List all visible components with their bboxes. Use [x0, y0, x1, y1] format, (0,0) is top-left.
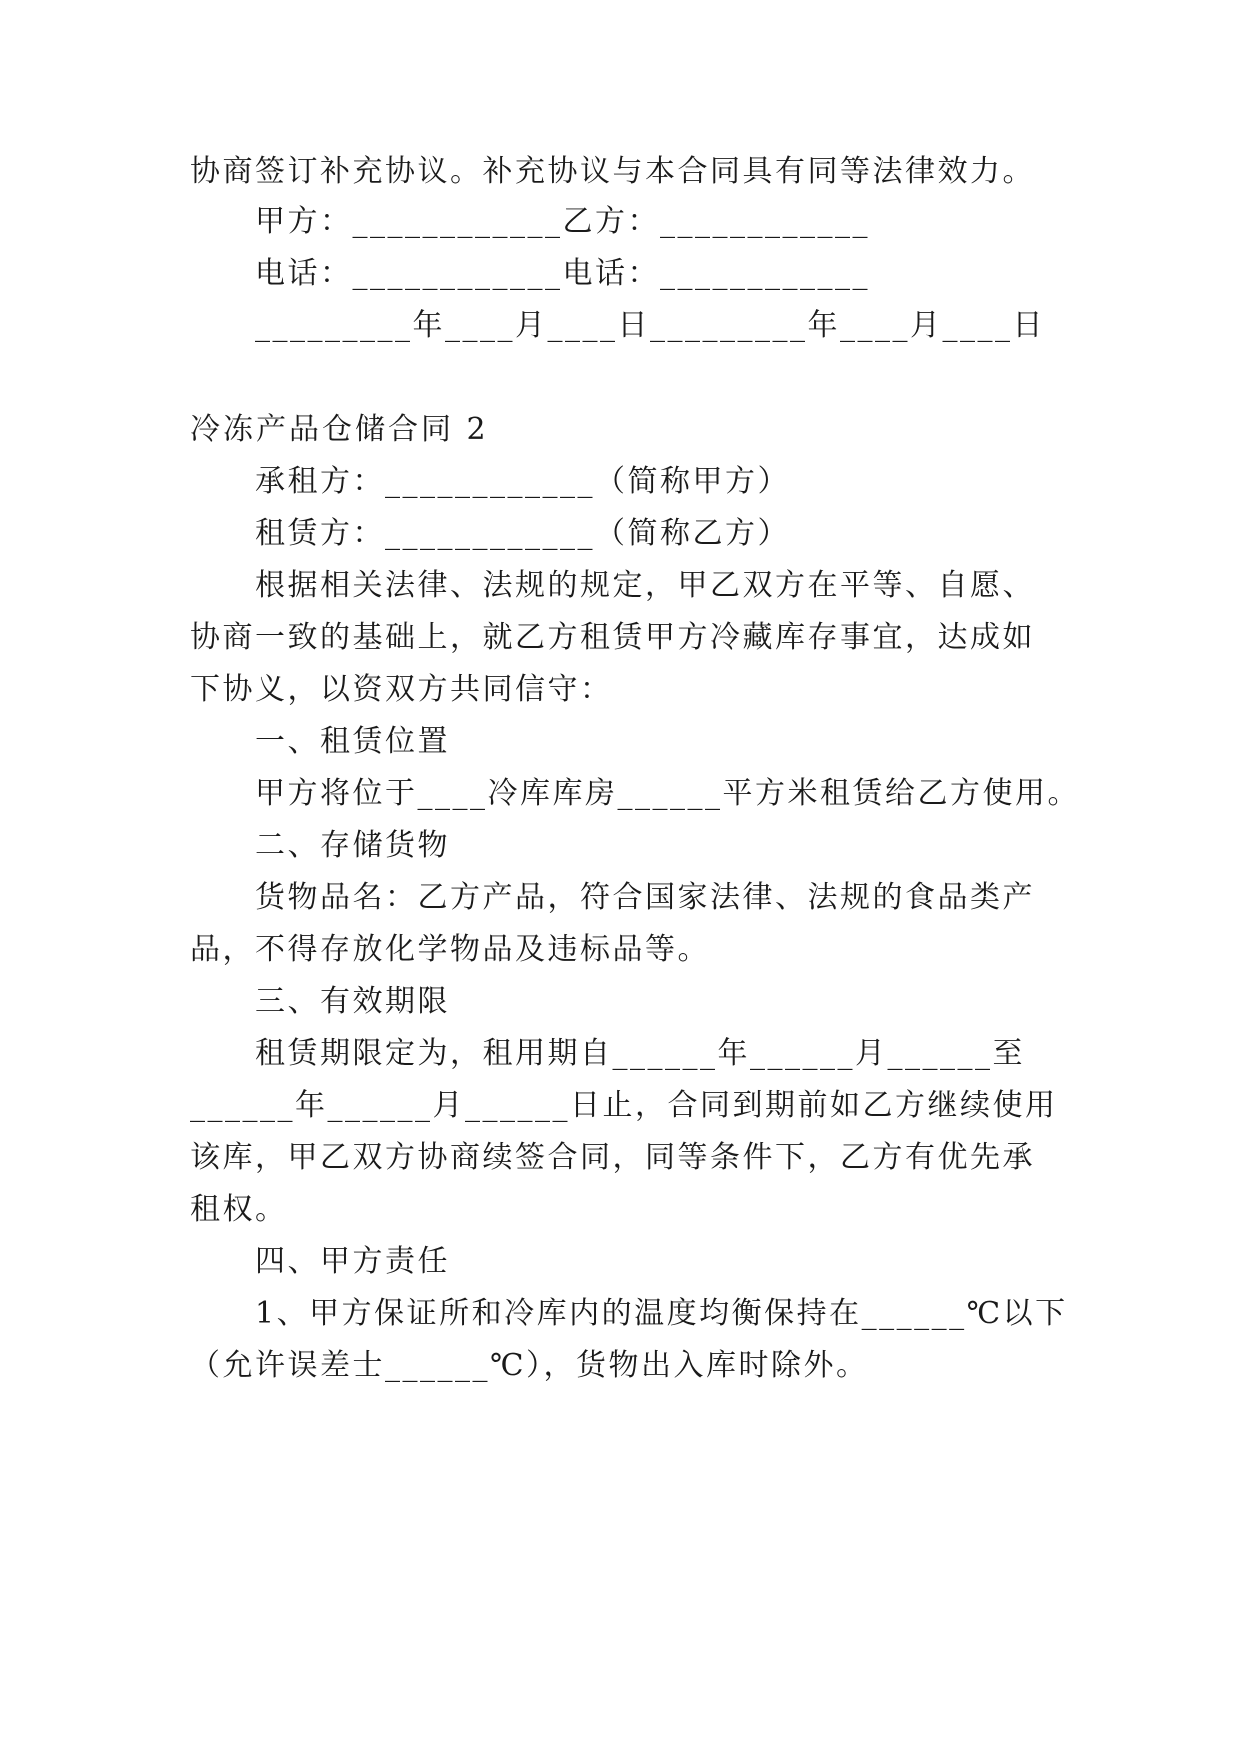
paragraph-line: 该库，甲乙双方协商续签合同，同等条件下，乙方有优先承: [190, 1140, 1035, 1175]
signature-party-line: 甲方：____________乙方：____________: [255, 204, 870, 239]
paragraph-line: 品，不得存放化学物品及违标品等。: [190, 932, 710, 967]
paragraph-line: ______年______月______日止，合同到期前如乙方继续使用: [190, 1088, 1058, 1123]
paragraph-line: （允许误差士______℃），货物出入库时除外。: [190, 1348, 869, 1383]
signature-date-line: _________年____月____日_________年____月____日: [255, 308, 1045, 343]
section-heading: 二、存储货物: [255, 828, 450, 863]
lessor-line: 租赁方：____________（简称乙方）: [255, 516, 790, 551]
section-heading: 一、租赁位置: [255, 724, 450, 759]
paragraph-line: 甲方将位于____冷库库房______平方米租赁给乙方使用。: [255, 776, 1080, 811]
text-line: 协商签订补充协议。补充协议与本合同具有同等法律效力。: [190, 154, 1035, 189]
lessee-line: 承租方：____________（简称甲方）: [255, 464, 790, 499]
paragraph-line: 下协义，以资双方共同信守：: [190, 672, 613, 707]
paragraph-line: 协商一致的基础上，就乙方租赁甲方冷藏库存事宜，达成如: [190, 620, 1035, 655]
signature-phone-line: 电话：____________电话：____________: [255, 256, 870, 291]
paragraph-line: 租权。: [190, 1192, 288, 1227]
section-heading: 四、甲方责任: [255, 1244, 450, 1279]
paragraph-line: 1、甲方保证所和冷库内的温度均衡保持在______℃以下: [255, 1296, 1068, 1331]
section-heading: 三、有效期限: [255, 984, 450, 1019]
paragraph-line: 租赁期限定为，租用期自______年______月______至: [255, 1036, 1025, 1071]
paragraph-line: 货物品名：乙方产品，符合国家法律、法规的食品类产: [255, 880, 1035, 915]
paragraph-line: 根据相关法律、法规的规定，甲乙双方在平等、自愿、: [255, 568, 1035, 603]
contract-title: 冷冻产品仓储合同 2: [190, 412, 489, 447]
